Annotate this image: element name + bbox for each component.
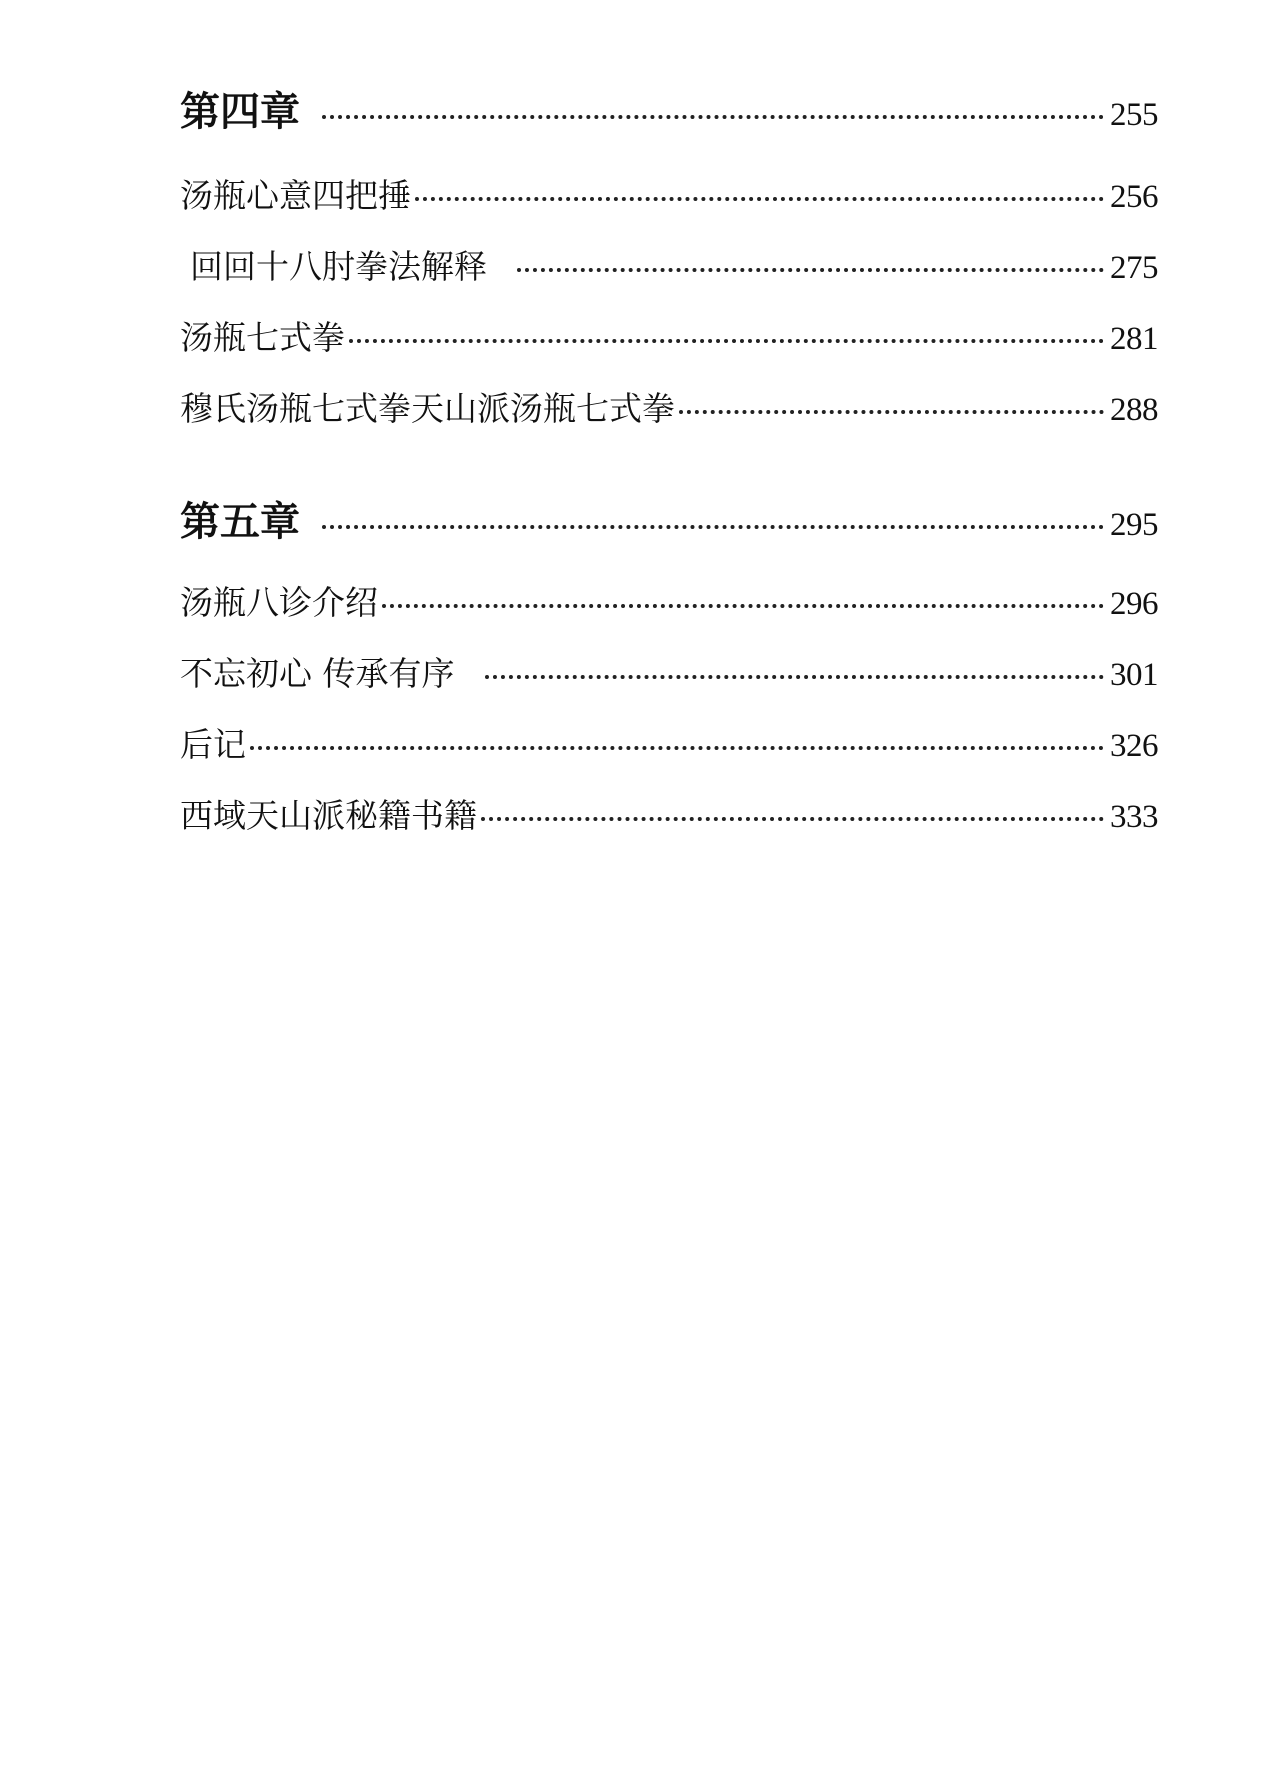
toc-entry: [180, 719, 1158, 766]
dot-leader: [349, 339, 1104, 343]
entry-title: 回回十八肘拳法解释: [190, 247, 487, 286]
page-number: 256: [1110, 179, 1158, 215]
page-number: 333: [1110, 799, 1158, 835]
dot-leader: [322, 115, 1104, 119]
page-number: 275: [1110, 250, 1158, 286]
entry-title: 不忘初心 传承有序: [180, 654, 455, 693]
toc-entry: [180, 648, 1158, 695]
entry-title: 汤瓶八诊介绍: [180, 583, 378, 622]
page-number: 281: [1110, 321, 1158, 357]
dot-leader: [517, 268, 1104, 272]
chapter-title: 第四章: [180, 89, 300, 135]
toc-chapter-heading: [180, 80, 1158, 137]
entry-title: 西域天山派秘籍书籍: [180, 796, 477, 835]
page-number: 288: [1110, 392, 1158, 428]
toc-chapter-heading: [180, 490, 1158, 547]
toc-entry: [180, 383, 1158, 430]
dot-leader: [485, 675, 1105, 679]
entry-title: 汤瓶七式拳: [180, 318, 345, 357]
entry-title: 后记: [180, 725, 246, 764]
page-number: 296: [1110, 586, 1158, 622]
dot-leader: [679, 410, 1104, 414]
page-number: 295: [1110, 507, 1158, 543]
toc-entry: [180, 790, 1158, 837]
page-number: 255: [1110, 97, 1158, 133]
dot-leader: [481, 817, 1104, 821]
dot-leader: [322, 525, 1104, 529]
page-number: 326: [1110, 728, 1158, 764]
page-number: 301: [1110, 657, 1158, 693]
toc-entry: [180, 170, 1158, 217]
toc-entry: [180, 241, 1158, 288]
dot-leader: [415, 197, 1104, 201]
toc-entry: [180, 577, 1158, 624]
entry-title: 汤瓶心意四把捶: [180, 176, 411, 215]
dot-leader: [382, 604, 1104, 608]
chapter-title: 第五章: [180, 499, 300, 545]
entry-title: 穆氏汤瓶七式拳天山派汤瓶七式拳: [180, 389, 675, 428]
toc-entry: [180, 312, 1158, 359]
dot-leader: [250, 746, 1104, 750]
